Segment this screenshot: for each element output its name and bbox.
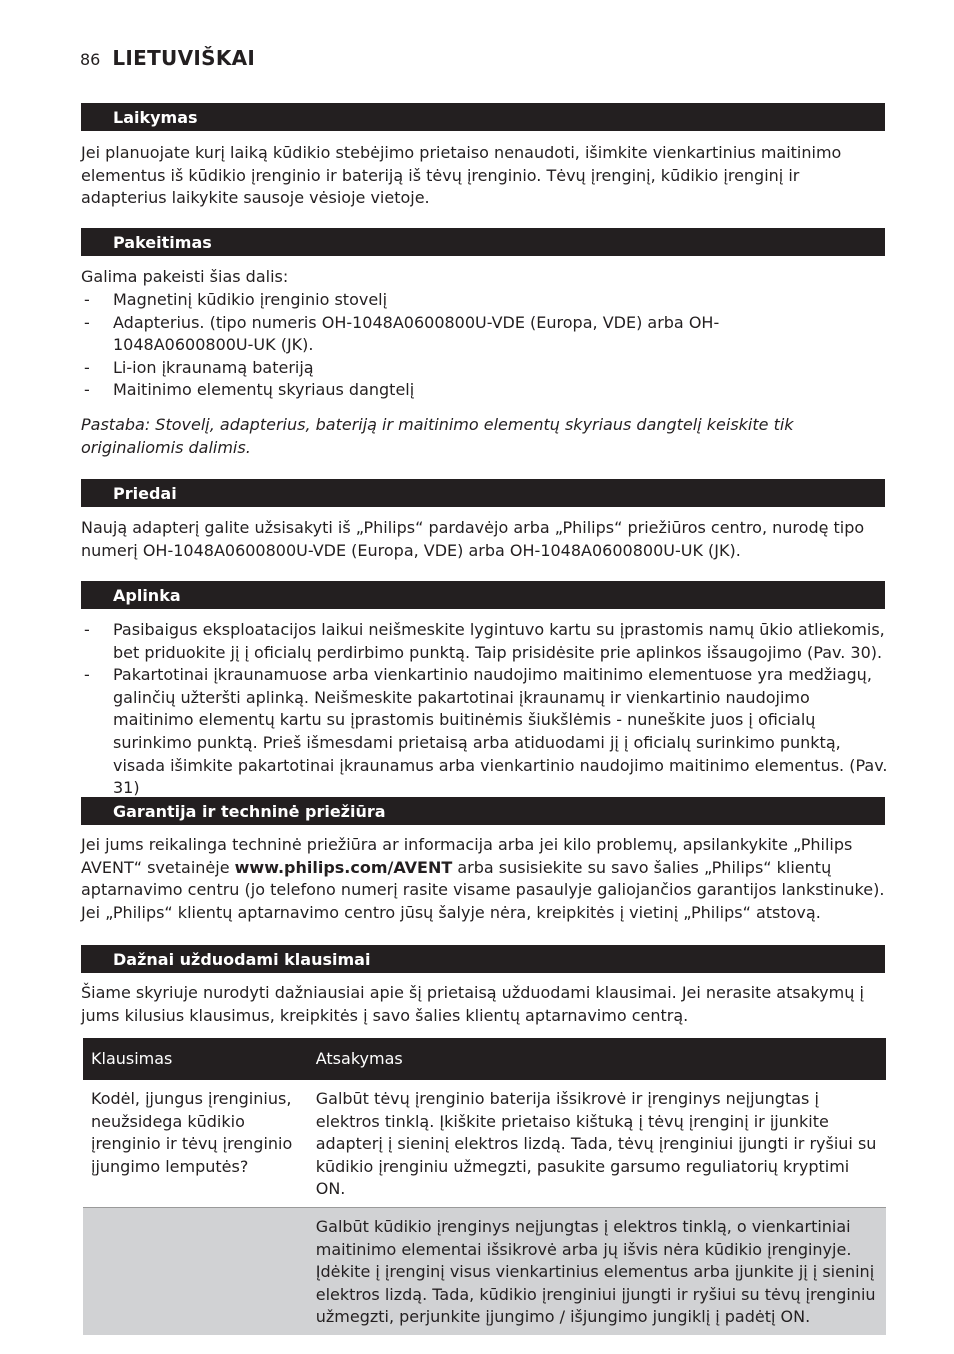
pakeitimas-intro: Galima pakeisti šias dalis: [81,267,289,286]
column-header-atsakymas: Atsakymas [308,1038,886,1080]
section-title-laikymas: Laikymas [81,103,885,131]
table-row [83,1080,886,1207]
table-header-row [83,1038,886,1080]
column-header-klausimas: Klausimas [83,1038,308,1080]
table-cell-answer: Galbūt tėvų įrenginio baterija išsikrovė ir įrenginys neįjungtas į elektros tinklą. Įkiškite prietaiso kištuką į tėvų įrenginį ir įjunkite adapterį į sieninį elektros lizdą. Tada, tėvų įrenginiui įjungti ir ryšiui su kūdikio įrenginiu užmegzti, pasukite garsumo reguliatorių kryptimi ON. [308,1080,886,1207]
priedai-text: Naują adapterį galite užsisakyti iš „Philips“ pardavėjo arba „Philips“ priežiūros centro, nurodę tipo numerį OH-1048A0600800U-VDE (Europa, VDE) arba OH-1048A0600800U-UK (JK). [81,518,865,560]
table-cell-question [83,1207,308,1334]
list-item: - Adapterius. (tipo numeris OH-1048A0600800U-VDE (Europa, VDE) arba OH-1048A0600800U-UK (JK). [84,312,720,355]
section-title-aplinka: Aplinka [81,581,885,609]
section-title-duk: Dažnai užduodami klausimai [81,945,885,973]
garantija-text: Jei jums reikalinga techninė priežiūra ar informacija arba jei kilo problemų, apsilankykite „Philips AVENT“ svetainėje www.philips.com/AVENT arba susisiekite su savo šalies „Philips“ klientų aptarnavimo centru (jo telefono numerį rasite visame pasaulyje galiojančios garantijos lankstinuke). Jei „Philips“ klientų aptarnavimo centro jūsų šalyje nėra, kreipkitės į vietinį „Philips“ atstovą. [81,835,885,922]
list-item: - Pakartotinai įkraunamuose arba vienkartinio naudojimo maitinimo elementuose yra medžiagų, galinčių užteršti aplinką. Neišmeskite pakartotinai įkraunamų ir vienkartinio naudojimo maitinimo elementų kartu su įprastomis buitinėmis šiukšlėmis - nuneškite juos į oficialų surinkimo punktą. Prieš išmesdami prietaisą arba atiduodami jį į oficialų surinkimo punktą, visada išimkite pakartotinai įkraunamus arba vienkartinio naudojimo maitinimo elementus. (Pav. 31) [84,665,888,798]
philips-avent-link[interactable]: www.philips.com/AVENT [234,857,453,877]
page-number: 86 [80,50,101,69]
list-item: - Maitinimo elementų skyriaus dangtelį [84,380,415,400]
page-header [80,46,255,76]
faq-table [83,1038,886,1335]
section-title-pakeitimas: Pakeitimas [81,228,885,256]
table-row [83,1207,886,1334]
table-cell-answer: Galbūt kūdikio įrenginys neįjungtas į elektros tinklą, o vienkartiniai maitinimo elementai išsikrovė arba jų išvis nėra kūdikio įrenginyje. Įdėkite į įrenginį visus vienkartinius elementus arba įjunkite jį į sieninį elektros lizdą. Tada, kūdikio įrenginiui įjungti ir ryšiui su tėvų įrenginiu užmegzti, perjunkite įjungimo / išjungimo jungiklį į padėtį ON. [308,1207,886,1334]
laikymas-text: Jei planuojate kurį laiką kūdikio stebėjimo prietaiso nenaudoti, išimkite vienkartinius maitinimo elementus iš kūdikio įrenginio ir bateriją iš tėvų įrenginio. Tėvų įrenginį, kūdikio įrenginį ir adapterius laikykite sausoje vėsioje vietoje. [81,143,842,208]
list-item: - Li-ion įkraunamą bateriją [84,357,314,377]
language-heading: LIETUVIŠKAI [112,46,256,70]
list-item: - Pasibaigus eksploatacijos laikui neišmeskite lygintuvo kartu su įprastomis namų ūkio atliekomis, bet priduokite jį į oficialų perdirbimo punktą. Taip prisidėsite prie aplinkos išsaugojimo (Pav. 30). [84,620,885,662]
table-cell-question: Kodėl, įjungus įrenginius, neužsidega kūdikio įrenginio ir tėvų įrenginio įjungimo lemputės? [83,1080,308,1207]
duk-text: Šiame skyriuje nurodyti dažniausiai apie šį prietaisą užduodami klausimai. Jei nerasite atsakymų į jums kilusius klausimus, kreipkitės į savo šalies klientų aptarnavimo centrą. [81,983,864,1025]
list-item: - Magnetinį kūdikio įrenginio stovelį [84,290,388,309]
pakeitimas-note: Pastaba: Stovelį, adapterius, bateriją ir maitinimo elementų skyriaus dangtelį keiskite tik originaliomis dalimis. [81,415,794,457]
section-title-priedai: Priedai [81,479,885,507]
pakeitimas-list [81,289,889,402]
section-title-garantija: Garantija ir techninė priežiūra [81,797,885,825]
aplinka-list [81,619,889,800]
